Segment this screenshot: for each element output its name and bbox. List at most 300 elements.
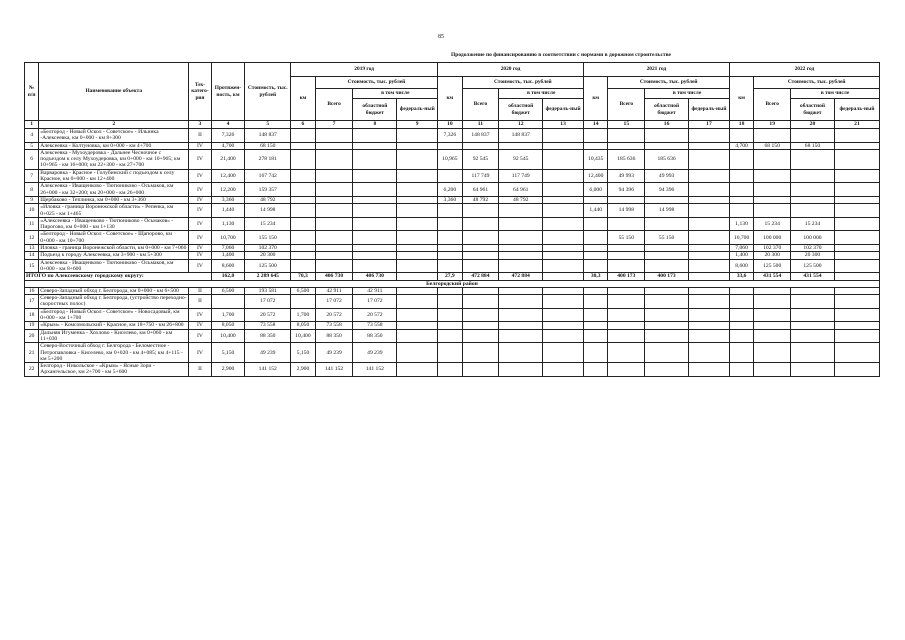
column-number: 19 [754,121,791,129]
length: 21,400 [211,149,245,169]
value-cell [689,217,730,231]
cost: 102 370 [245,245,291,252]
category: IV [189,245,211,252]
total-value: 472 884 [462,273,499,280]
object-name: Алексеевка - Колтуновка, км 0+000 - км 4+700 [39,142,189,149]
table-row [25,295,880,309]
table-row [25,363,880,377]
value-cell: 10,400 [291,329,315,343]
table-row [25,204,880,218]
category: IV [189,217,211,231]
value-cell [645,322,689,329]
category: II [189,287,211,294]
total-value: 30,3 [583,273,607,280]
category: IV [189,322,211,329]
value-cell [397,322,438,329]
column-number: 10 [438,121,462,129]
value-cell [462,259,499,273]
table-row [25,217,880,231]
cost: 14 998 [245,204,291,218]
value-cell [583,363,607,377]
row-number: 14 [25,252,39,259]
header-year-2021: 2021 год [583,63,729,77]
object-name: Белгород - Никольское - «Крым» - Ясные Зори - Архангельское, км 2+700 - км 5+600 [39,363,189,377]
value-cell [834,142,879,149]
value-cell [543,308,584,322]
value-cell [583,343,607,363]
value-cell: 42 911 [353,287,397,294]
header-cost-sub: Стоимость, тыс. рублей [608,77,729,89]
value-cell [315,142,353,149]
row-number: 6 [25,149,39,169]
value-cell [834,169,879,183]
column-number: 9 [397,121,438,129]
value-cell [397,129,438,143]
value-cell [438,169,462,183]
value-cell [608,129,645,143]
value-cell: 6,500 [291,287,315,294]
value-cell [791,295,835,309]
value-cell [834,149,879,169]
header-federal: федераль-ный [543,99,584,121]
object-name: Северо-Восточный обход г. Белгорода - Беломестное - Петропавловка - Киселево, км 0+020 - км 4+085; км 4+115 - км 5+200 [39,343,189,363]
category: IV [189,196,211,203]
value-cell [608,142,645,149]
category: IV [189,204,211,218]
value-cell [583,322,607,329]
length: 1,440 [211,204,245,218]
value-cell [353,259,397,273]
header-year-2019: 2019 год [291,63,438,77]
header-length: Протяжен-ность, км [211,63,245,121]
cost: 148 837 [245,129,291,143]
value-cell [353,204,397,218]
value-cell: 7,326 [438,129,462,143]
header-cost-sub: Стоимость, тыс. рублей [315,77,437,89]
value-cell [315,196,353,203]
value-cell [608,363,645,377]
value-cell [689,308,730,322]
value-cell [462,343,499,363]
value-cell [729,169,753,183]
total-row [25,273,880,280]
object-name: «Белгород - Новый Оскол - Советское» - Ильинка -Алексеевка, км 0+000 - км 8+300 [39,129,189,143]
header-km: км [438,77,462,121]
value-cell [754,295,791,309]
value-cell: 49 993 [645,169,689,183]
table-row [25,196,880,203]
value-cell [583,129,607,143]
value-cell [543,204,584,218]
value-cell [438,363,462,377]
value-cell: 10,965 [438,149,462,169]
category: II [189,295,211,309]
value-cell [689,259,730,273]
length: 1,400 [211,252,245,259]
value-cell [353,142,397,149]
total-value [397,273,438,280]
total-value: 33,6 [729,273,753,280]
column-number: 11 [462,121,499,129]
value-cell: 125 500 [754,259,791,273]
column-number: 20 [791,121,835,129]
value-cell [353,217,397,231]
value-cell [729,129,753,143]
value-cell [543,245,584,252]
value-cell [834,363,879,377]
header-total: Всего [462,89,499,121]
value-cell [397,149,438,169]
value-cell [291,231,315,245]
column-number: 18 [729,121,753,129]
row-number: 4 [25,129,39,143]
cost: 17 072 [245,295,291,309]
header-name: Наименование объекта [39,63,189,121]
length [211,295,245,309]
cost: 15 234 [245,217,291,231]
value-cell [397,308,438,322]
value-cell [689,204,730,218]
value-cell [315,183,353,197]
value-cell: 94 396 [608,183,645,197]
value-cell [583,231,607,245]
length: 6,500 [211,287,245,294]
cost: 49 239 [245,343,291,363]
value-cell [645,295,689,309]
value-cell [645,259,689,273]
value-cell [791,363,835,377]
header-year-2022: 2022 год [729,63,879,77]
value-cell [499,217,543,231]
object-name: Алексеевка - Иващенково - Тютюниково - Осьмаков, км 0+000 - км 8+600 [39,259,189,273]
value-cell [397,169,438,183]
value-cell: 3,360 [438,196,462,203]
length: 1,130 [211,217,245,231]
value-cell [583,308,607,322]
table-row [25,245,880,252]
category: IV [189,169,211,183]
cost: 125 500 [245,259,291,273]
total-value: 400 173 [645,273,689,280]
length: 8,050 [211,322,245,329]
value-cell [791,329,835,343]
value-cell: 10,435 [583,149,607,169]
value-cell [834,231,879,245]
value-cell [499,363,543,377]
header-incl: в том числе [791,89,880,99]
row-number: 8 [25,183,39,197]
value-cell: 5,150 [291,343,315,363]
value-cell [291,129,315,143]
value-cell [689,231,730,245]
table-row [25,287,880,294]
value-cell [499,142,543,149]
value-cell [462,295,499,309]
value-cell [689,287,730,294]
row-number: 20 [25,329,39,343]
category: IV [189,149,211,169]
value-cell: 1,700 [291,308,315,322]
value-cell [353,231,397,245]
value-cell [543,252,584,259]
value-cell: 20 300 [791,252,835,259]
value-cell [499,245,543,252]
value-cell: 4,700 [729,142,753,149]
value-cell [397,363,438,377]
object-name: «Алексеевка - Иващенково - Тютюниково - Осьмаков» - Пирогово, км 0+000 - км 1+130 [39,217,189,231]
value-cell [543,196,584,203]
column-number: 21 [834,121,879,129]
value-cell [729,287,753,294]
value-cell: 185 636 [645,149,689,169]
value-cell [438,231,462,245]
value-cell: 102 370 [791,245,835,252]
value-cell: 49 239 [315,343,353,363]
cost: 48 792 [245,196,291,203]
value-cell [608,308,645,322]
value-cell [689,252,730,259]
length: 10,700 [211,231,245,245]
value-cell: 148 837 [499,129,543,143]
value-cell [645,252,689,259]
object-name: «Белгород - Новый Оскол - Советское» - Щапорово, км 0+000 - км 10+700 [39,231,189,245]
value-cell [791,343,835,363]
value-cell: 94 396 [645,183,689,197]
value-cell [834,343,879,363]
value-cell [499,252,543,259]
cost: 20 572 [245,308,291,322]
value-cell [438,329,462,343]
value-cell [791,196,835,203]
value-cell [462,231,499,245]
value-cell [645,287,689,294]
length: 7,060 [211,245,245,252]
total-value: 472 884 [499,273,543,280]
value-cell [353,252,397,259]
row-number: 10 [25,204,39,218]
row-number: 13 [25,245,39,252]
value-cell: 20 572 [315,308,353,322]
total-cost: 2 289 645 [245,273,291,280]
cost: 88 350 [245,329,291,343]
value-cell: 73 558 [353,322,397,329]
value-cell [291,295,315,309]
value-cell: 20 300 [754,252,791,259]
category: IV [189,252,211,259]
header-total: Всего [754,89,791,121]
header-total: Всего [315,89,353,121]
table-row [25,183,880,197]
value-cell [754,308,791,322]
header-cost-sub: Стоимость, тыс. рублей [754,77,880,89]
value-cell: 100 000 [791,231,835,245]
value-cell [645,329,689,343]
value-cell [438,142,462,149]
value-cell [291,196,315,203]
value-cell [608,295,645,309]
value-cell: 49 239 [353,343,397,363]
value-cell [397,259,438,273]
value-cell [583,287,607,294]
value-cell [645,129,689,143]
value-cell [462,329,499,343]
category: IV [189,231,211,245]
value-cell [791,129,835,143]
value-cell [754,204,791,218]
header-cost: Стоимость, тыс. рублей [245,63,291,121]
value-cell: 55 150 [645,231,689,245]
value-cell [315,231,353,245]
value-cell: 6,200 [438,183,462,197]
value-cell [397,231,438,245]
value-cell [608,322,645,329]
value-cell [438,204,462,218]
value-cell [834,308,879,322]
value-cell [608,252,645,259]
value-cell [462,204,499,218]
value-cell [834,217,879,231]
value-cell [438,259,462,273]
length: 5,150 [211,343,245,363]
value-cell [608,217,645,231]
cost: 167 742 [245,169,291,183]
value-cell: 48 792 [499,196,543,203]
length: 2,900 [211,363,245,377]
value-cell [499,287,543,294]
value-cell [353,149,397,169]
header-km: км [729,77,753,121]
header-year-2020: 2020 год [438,63,584,77]
table-row [25,129,880,143]
header-federal: федераль-ный [834,99,879,121]
value-cell [291,245,315,252]
value-cell [462,322,499,329]
cost: 159 357 [245,183,291,197]
district-row [25,280,880,287]
row-number: 22 [25,363,39,377]
value-cell [729,204,753,218]
value-cell [791,287,835,294]
value-cell [754,322,791,329]
value-cell [791,308,835,322]
value-cell: 141 152 [353,363,397,377]
value-cell [438,287,462,294]
value-cell: 117 749 [499,169,543,183]
value-cell [291,142,315,149]
cost: 20 300 [245,252,291,259]
value-cell [462,245,499,252]
value-cell [543,295,584,309]
column-number: 2 [39,121,189,129]
value-cell [645,196,689,203]
table-row [25,329,880,343]
row-number: 18 [25,308,39,322]
value-cell: 17 072 [353,295,397,309]
value-cell [834,287,879,294]
value-cell [754,129,791,143]
value-cell [834,322,879,329]
value-cell: 125 500 [791,259,835,273]
value-cell [291,149,315,169]
value-cell: 148 837 [462,129,499,143]
value-cell [729,322,753,329]
value-cell [645,343,689,363]
category: II [189,129,211,143]
table-row [25,252,880,259]
value-cell [754,363,791,377]
value-cell [397,329,438,343]
value-cell [689,149,730,169]
object-name: Варваровка - Красное - Голубинский с подъездом к селу Красное, км 0+000 - км 12+400 [39,169,189,183]
value-cell [754,196,791,203]
cost: 141 152 [245,363,291,377]
value-cell [462,217,499,231]
value-cell: 102 370 [754,245,791,252]
row-number: 21 [25,343,39,363]
value-cell [583,329,607,343]
value-cell [754,183,791,197]
value-cell [645,142,689,149]
row-number: 5 [25,142,39,149]
value-cell [397,287,438,294]
object-name: Дальняя Игуменка - Хохлово - Киселево, км 0+060 - км 11+030 [39,329,189,343]
value-cell [689,329,730,343]
value-cell [291,183,315,197]
value-cell [729,183,753,197]
value-cell [608,329,645,343]
length: 1,700 [211,308,245,322]
value-cell: 15 234 [754,217,791,231]
column-numbers-row [25,121,880,129]
cost: 155 150 [245,231,291,245]
value-cell [462,308,499,322]
column-number: 3 [189,121,211,129]
value-cell: 14 998 [645,204,689,218]
value-cell [353,169,397,183]
value-cell [834,245,879,252]
value-cell [689,245,730,252]
value-cell [583,259,607,273]
value-cell [438,252,462,259]
total-value [689,273,730,280]
row-number: 9 [25,196,39,203]
object-name: Щербаково - Теплинка, км 0+000 - км 3+360 [39,196,189,203]
value-cell [689,129,730,143]
length: 3,360 [211,196,245,203]
value-cell [353,196,397,203]
value-cell: 88 350 [353,329,397,343]
value-cell [397,196,438,203]
total-value: 431 554 [754,273,791,280]
value-cell [608,245,645,252]
column-number: 4 [211,121,245,129]
column-number: 17 [689,121,730,129]
value-cell [689,363,730,377]
value-cell [834,204,879,218]
header-num: № п/п [25,63,39,121]
category: IV [189,329,211,343]
value-cell: 17 072 [315,295,353,309]
total-value: 406 730 [353,273,397,280]
row-number: 16 [25,287,39,294]
value-cell: 6,000 [583,183,607,197]
value-cell [462,287,499,294]
value-cell: 48 792 [462,196,499,203]
row-number: 11 [25,217,39,231]
value-cell [291,217,315,231]
value-cell [689,169,730,183]
table-row [25,259,880,273]
